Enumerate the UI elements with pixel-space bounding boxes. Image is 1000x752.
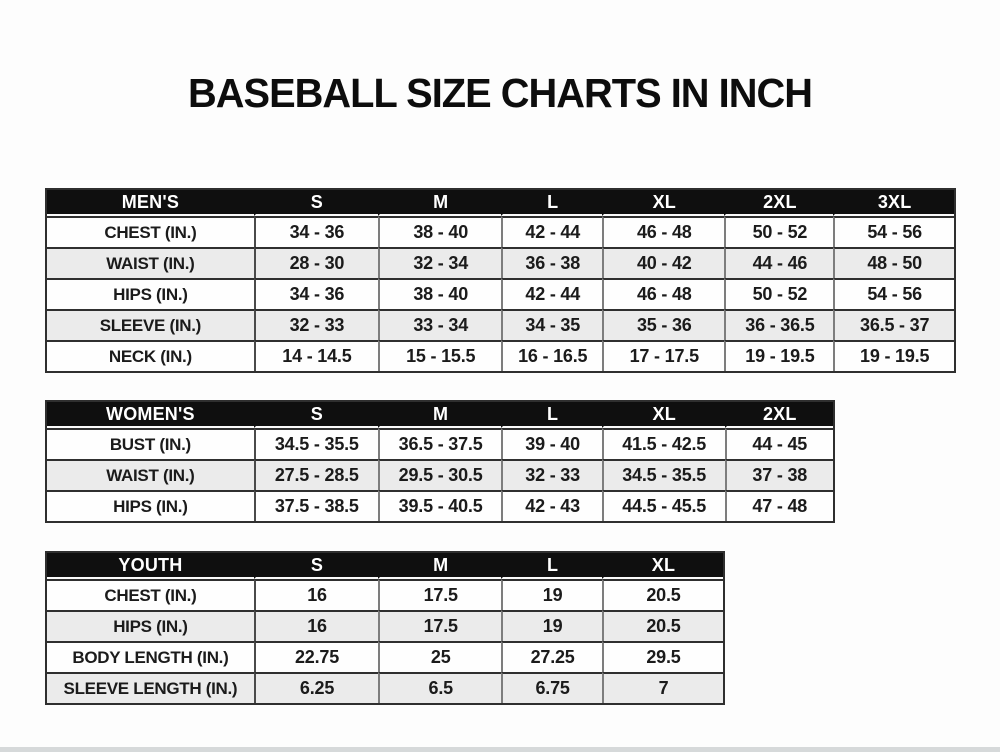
- womens-row-label: WAIST (IN.): [47, 459, 254, 490]
- womens-size-value-cell: 39.5 - 40.5: [378, 490, 501, 521]
- mens-size-value-cell: 14 - 14.5: [254, 340, 378, 371]
- womens-row-1: [47, 459, 833, 490]
- youth-row-label: SLEEVE LENGTH (IN.): [47, 672, 254, 703]
- mens-size-value-cell: 46 - 48: [602, 216, 724, 247]
- mens-size-table: [45, 188, 956, 373]
- womens-size-column-s: S: [254, 402, 378, 428]
- womens-size-column-l: L: [501, 402, 602, 428]
- womens-size-value-cell: 32 - 33: [501, 459, 602, 490]
- youth-group-header: YOUTH: [47, 553, 254, 579]
- scan-edge-strip: [0, 747, 1000, 752]
- youth-row-2: [47, 641, 723, 672]
- womens-size-value-cell: 41.5 - 42.5: [602, 428, 725, 459]
- page-title: BASEBALL SIZE CHARTS IN INCH: [188, 70, 812, 116]
- youth-size-column-l: L: [501, 553, 602, 579]
- youth-size-value-cell: 6.75: [501, 672, 602, 703]
- youth-size-value-cell: 7: [602, 672, 723, 703]
- mens-row-4: [47, 340, 954, 371]
- womens-size-value-cell: 37 - 38: [725, 459, 834, 490]
- mens-size-value-cell: 15 - 15.5: [378, 340, 501, 371]
- youth-size-column-m: M: [378, 553, 501, 579]
- mens-row-2: [47, 278, 954, 309]
- womens-size-value-cell: 39 - 40: [501, 428, 602, 459]
- mens-row-0: [47, 216, 954, 247]
- womens-size-value-cell: 42 - 43: [501, 490, 602, 521]
- womens-row-label: BUST (IN.): [47, 428, 254, 459]
- mens-size-value-cell: 17 - 17.5: [602, 340, 724, 371]
- youth-size-column-xl: XL: [602, 553, 723, 579]
- womens-header-row: [47, 402, 833, 428]
- mens-row-1: [47, 247, 954, 278]
- youth-size-value-cell: 27.25: [501, 641, 602, 672]
- mens-size-value-cell: 42 - 44: [501, 216, 602, 247]
- mens-row-label: CHEST (IN.): [47, 216, 254, 247]
- youth-size-value-cell: 19: [501, 579, 602, 610]
- mens-size-value-cell: 46 - 48: [602, 278, 724, 309]
- youth-row-label: CHEST (IN.): [47, 579, 254, 610]
- womens-row-label: HIPS (IN.): [47, 490, 254, 521]
- mens-size-value-cell: 19 - 19.5: [724, 340, 833, 371]
- mens-size-value-cell: 38 - 40: [378, 216, 501, 247]
- youth-row-3: [47, 672, 723, 703]
- mens-size-value-cell: 40 - 42: [602, 247, 724, 278]
- womens-size-column-m: M: [378, 402, 501, 428]
- youth-header-row: [47, 553, 723, 579]
- womens-size-value-cell: 47 - 48: [725, 490, 834, 521]
- mens-size-value-cell: 35 - 36: [602, 309, 724, 340]
- youth-size-table: [45, 551, 725, 705]
- mens-size-value-cell: 34 - 35: [501, 309, 602, 340]
- youth-size-value-cell: 20.5: [602, 610, 723, 641]
- mens-row-label: HIPS (IN.): [47, 278, 254, 309]
- youth-size-value-cell: 19: [501, 610, 602, 641]
- youth-size-value-cell: 25: [378, 641, 501, 672]
- youth-size-value-cell: 17.5: [378, 610, 501, 641]
- youth-row-label: HIPS (IN.): [47, 610, 254, 641]
- mens-size-value-cell: 28 - 30: [254, 247, 378, 278]
- youth-row-0: [47, 579, 723, 610]
- womens-size-value-cell: 34.5 - 35.5: [602, 459, 725, 490]
- womens-size-value-cell: 36.5 - 37.5: [378, 428, 501, 459]
- mens-size-value-cell: 36 - 38: [501, 247, 602, 278]
- youth-size-value-cell: 16: [254, 579, 378, 610]
- mens-size-column-xl: XL: [602, 190, 724, 216]
- mens-row-label: SLEEVE (IN.): [47, 309, 254, 340]
- youth-size-value-cell: 20.5: [602, 579, 723, 610]
- mens-row-3: [47, 309, 954, 340]
- mens-size-value-cell: 34 - 36: [254, 216, 378, 247]
- youth-row-1: [47, 610, 723, 641]
- womens-size-value-cell: 44 - 45: [725, 428, 834, 459]
- womens-row-0: [47, 428, 833, 459]
- mens-row-label: NECK (IN.): [47, 340, 254, 371]
- mens-size-column-2xl: 2XL: [724, 190, 833, 216]
- mens-header-row: [47, 190, 954, 216]
- mens-size-value-cell: 36.5 - 37: [833, 309, 954, 340]
- mens-size-column-m: M: [378, 190, 501, 216]
- mens-size-value-cell: 42 - 44: [501, 278, 602, 309]
- youth-size-column-s: S: [254, 553, 378, 579]
- womens-size-value-cell: 44.5 - 45.5: [602, 490, 725, 521]
- mens-size-column-l: L: [501, 190, 602, 216]
- youth-size-value-cell: 6.5: [378, 672, 501, 703]
- womens-size-value-cell: 27.5 - 28.5: [254, 459, 378, 490]
- youth-size-value-cell: 16: [254, 610, 378, 641]
- youth-size-value-cell: 17.5: [378, 579, 501, 610]
- youth-size-value-cell: 22.75: [254, 641, 378, 672]
- mens-size-value-cell: 50 - 52: [724, 216, 833, 247]
- youth-size-value-cell: 29.5: [602, 641, 723, 672]
- mens-size-value-cell: 50 - 52: [724, 278, 833, 309]
- womens-group-header: WOMEN'S: [47, 402, 254, 428]
- mens-size-value-cell: 19 - 19.5: [833, 340, 954, 371]
- youth-size-value-cell: 6.25: [254, 672, 378, 703]
- mens-size-column-3xl: 3XL: [833, 190, 954, 216]
- mens-size-value-cell: 54 - 56: [833, 216, 954, 247]
- mens-size-value-cell: 36 - 36.5: [724, 309, 833, 340]
- mens-size-value-cell: 34 - 36: [254, 278, 378, 309]
- mens-size-value-cell: 33 - 34: [378, 309, 501, 340]
- mens-size-value-cell: 32 - 34: [378, 247, 501, 278]
- mens-size-value-cell: 44 - 46: [724, 247, 833, 278]
- mens-size-value-cell: 48 - 50: [833, 247, 954, 278]
- womens-row-2: [47, 490, 833, 521]
- womens-size-column-xl: XL: [602, 402, 725, 428]
- womens-size-value-cell: 34.5 - 35.5: [254, 428, 378, 459]
- mens-size-value-cell: 54 - 56: [833, 278, 954, 309]
- womens-size-column-2xl: 2XL: [725, 402, 834, 428]
- womens-size-table: [45, 400, 835, 523]
- mens-size-value-cell: 38 - 40: [378, 278, 501, 309]
- mens-size-column-s: S: [254, 190, 378, 216]
- mens-group-header: MEN'S: [47, 190, 254, 216]
- womens-size-value-cell: 29.5 - 30.5: [378, 459, 501, 490]
- mens-size-value-cell: 16 - 16.5: [501, 340, 602, 371]
- womens-size-value-cell: 37.5 - 38.5: [254, 490, 378, 521]
- youth-row-label: BODY LENGTH (IN.): [47, 641, 254, 672]
- mens-row-label: WAIST (IN.): [47, 247, 254, 278]
- mens-size-value-cell: 32 - 33: [254, 309, 378, 340]
